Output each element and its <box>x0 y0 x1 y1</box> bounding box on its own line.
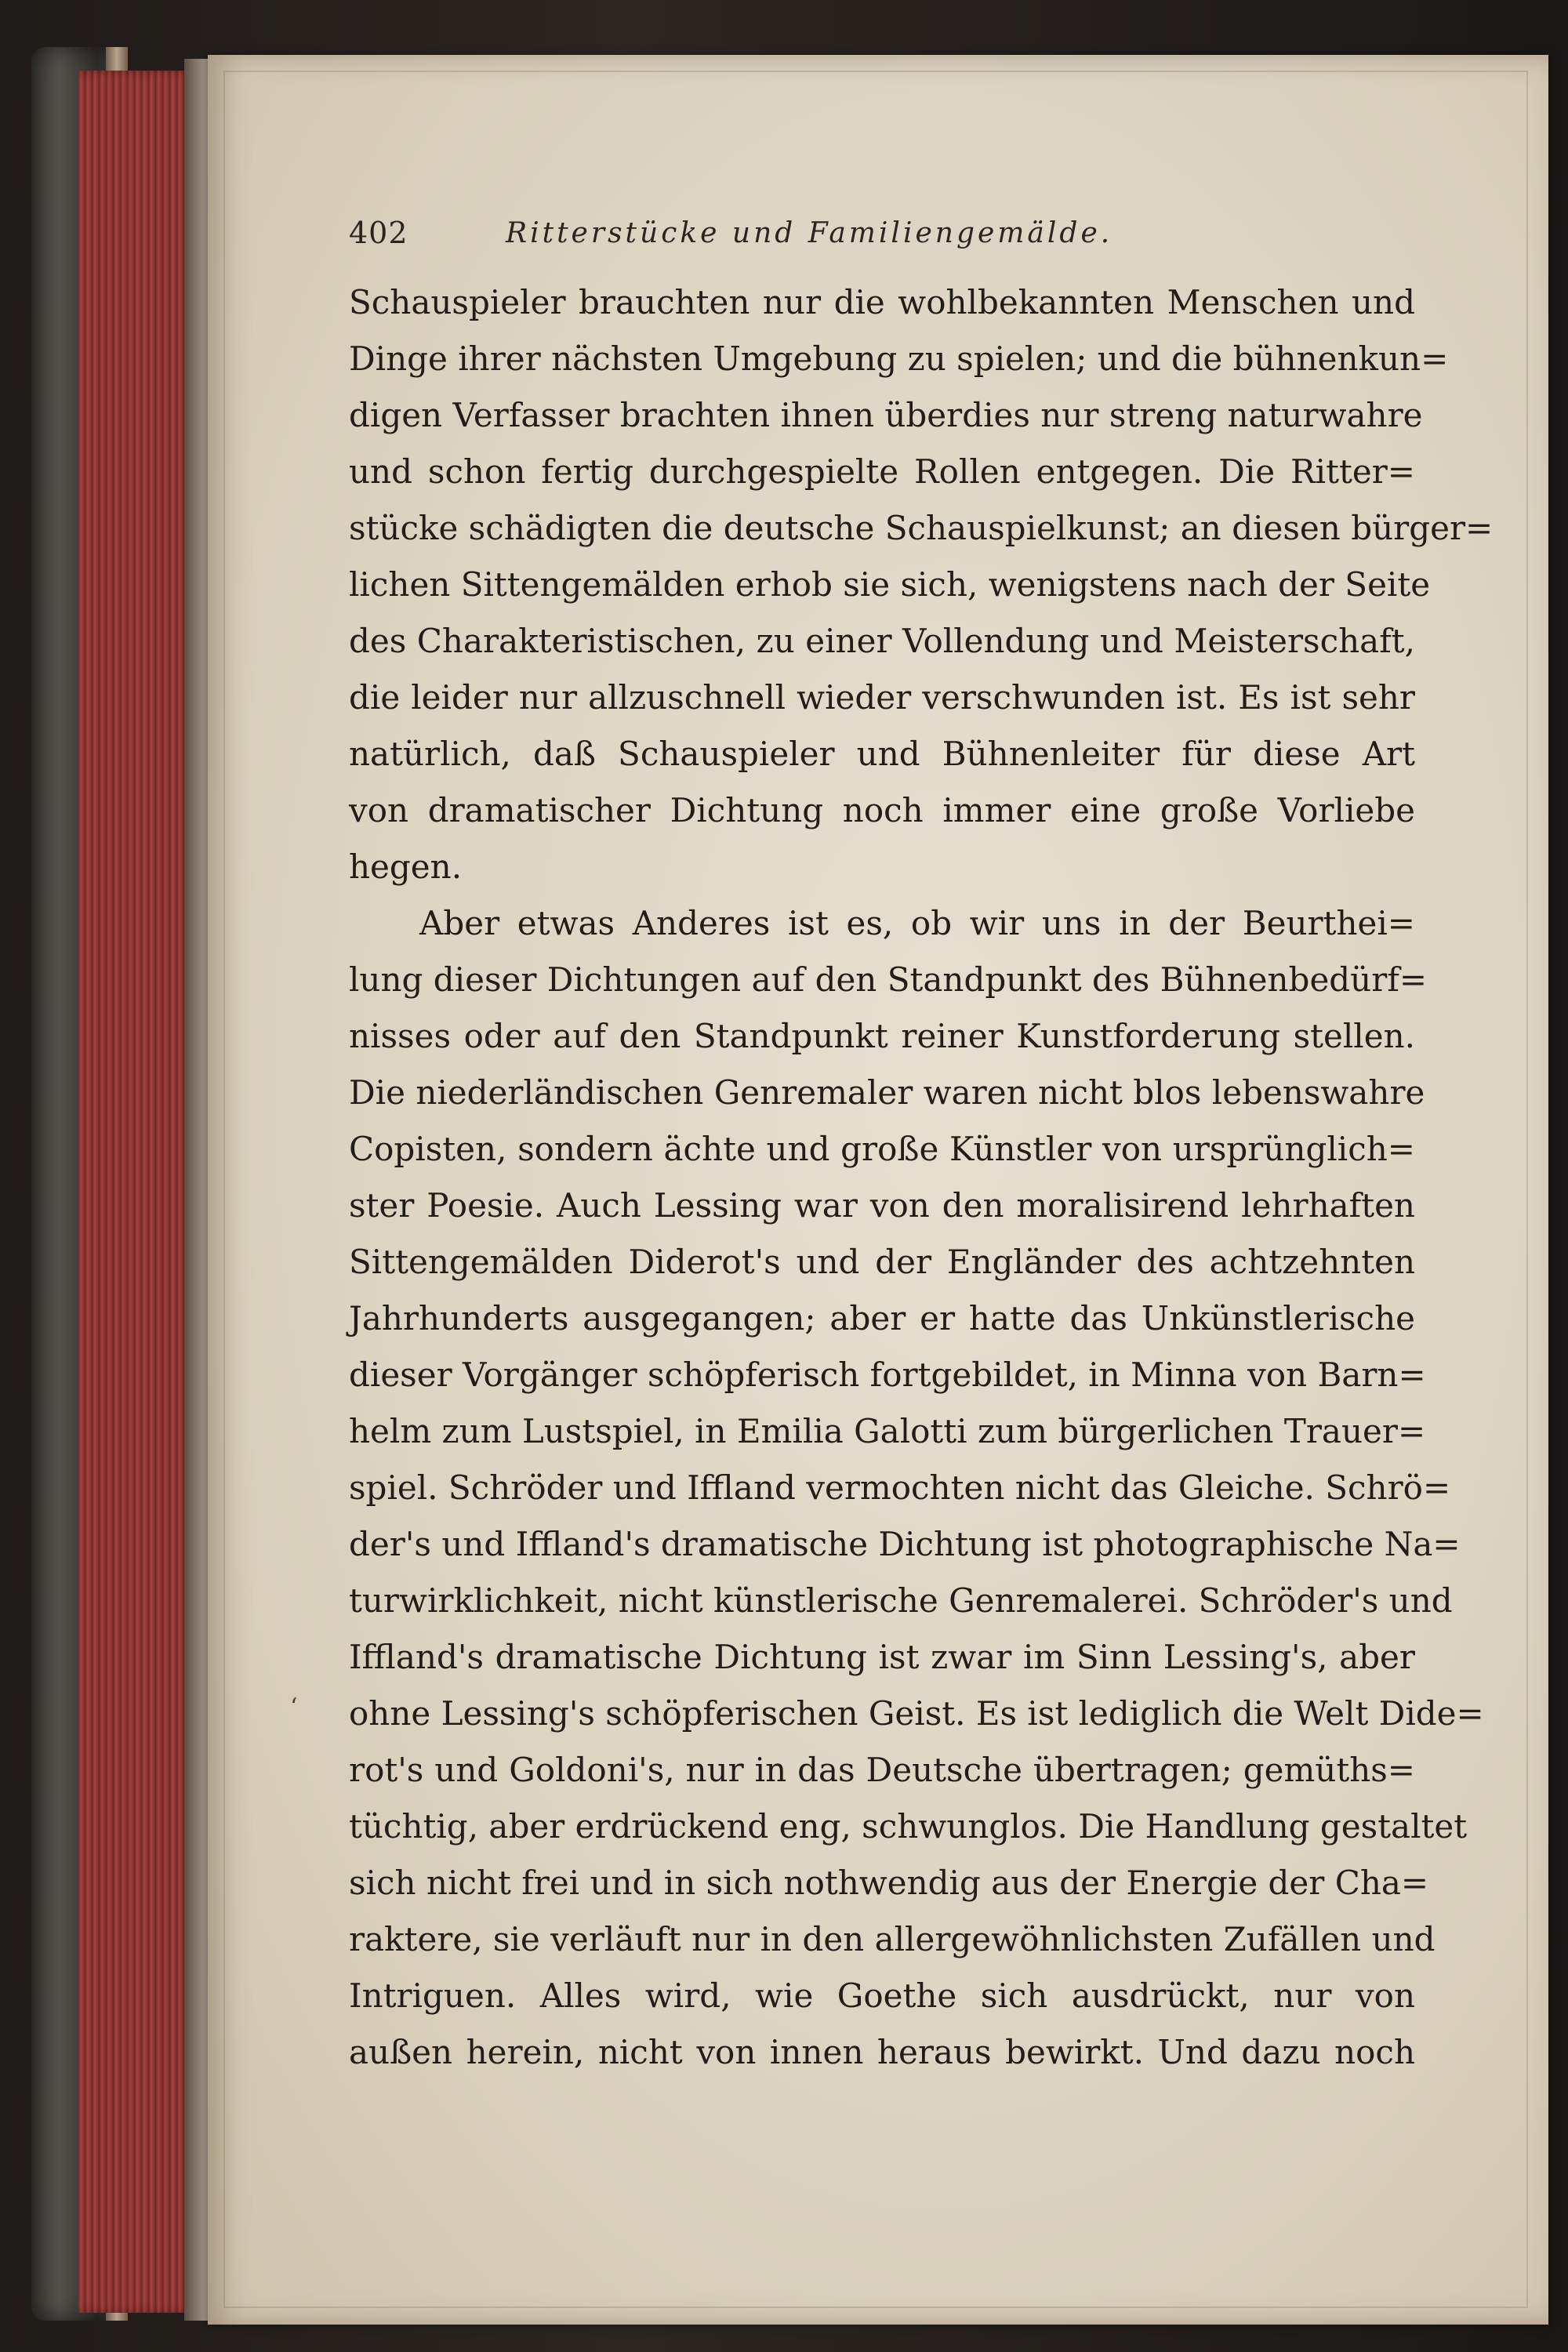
text-line: tüchtig, aber erdrückend eng, schwunglos. Die Handlung gestaltet <box>349 1807 1468 1846</box>
text-line: Sittengemälden Diderot's und der Engländer des achtzehnten <box>349 1243 1415 1281</box>
text-line: digen Verfasser brachten ihnen überdies nur streng naturwahre <box>349 396 1423 434</box>
text-line: ster Poesie. Auch Lessing war von den moralisirend lehrhaften <box>349 1186 1415 1225</box>
text-line: außen herein, nicht von innen heraus bewirkt. Und dazu noch <box>349 2033 1415 2071</box>
text-line: sich nicht frei und in sich nothwendig aus der Energie der Cha= <box>349 1864 1429 1902</box>
text-line: nisses oder auf den Standpunkt reiner Kunstforderung stellen. <box>349 1017 1415 1055</box>
text-line: helm zum Lustspiel, in Emilia Galotti zum bürgerlichen Trauer= <box>349 1412 1426 1450</box>
running-head <box>349 216 1415 255</box>
text-line: turwirklichkeit, nicht künstlerische Genremalerei. Schröder's und <box>349 1581 1453 1620</box>
text-line: stücke schädigten die deutsche Schauspielkunst; an diesen bürger= <box>349 509 1494 547</box>
body-text <box>349 274 1494 2081</box>
text-line: Iffland's dramatische Dichtung ist zwar im Sinn Lessing's, aber <box>349 1638 1415 1676</box>
text-line: ohne Lessing's schöpferischen Geist. Es ist lediglich die Welt Dide= <box>349 1694 1484 1733</box>
text-line: rot's und Goldoni's, nur in das Deutsche übertragen; gemüths= <box>349 1751 1415 1789</box>
text-line: lichen Sittengemälden erhob sie sich, wenigstens nach der Seite <box>349 565 1431 604</box>
text-line: Intriguen. Alles wird, wie Goethe sich ausdrückt, nur von <box>349 1976 1415 2015</box>
text-line: von dramatischer Dichtung noch immer eine große Vorliebe <box>349 791 1415 829</box>
page-number: 402 <box>349 216 408 250</box>
text-line: Dinge ihrer nächsten Umgebung zu spielen; und die bühnenkun= <box>349 339 1449 378</box>
text-line: und schon fertig durchgespielte Rollen entgegen. Die Ritter= <box>349 452 1415 491</box>
text-line: lung dieser Dichtungen auf den Standpunkt des Bühnenbedürf= <box>349 960 1428 999</box>
text-line: des Charakteristischen, zu einer Vollendung und Meisterschaft, <box>349 622 1415 660</box>
running-title: Ritterstücke und Familiengemälde. <box>506 217 1113 249</box>
text-line: hegen. <box>349 848 463 886</box>
text-line: dieser Vorgänger schöpferisch fortgebildet, in Minna von Barn= <box>349 1356 1426 1394</box>
text-line: Aber etwas Anderes ist es, ob wir uns in der Beurthei= <box>419 904 1415 942</box>
text-line: Schauspieler brauchten nur die wohlbekannten Menschen und <box>349 283 1415 321</box>
text-line: raktere, sie verläuft nur in den allergewöhnlichsten Zufällen und <box>349 1920 1436 1958</box>
text-line: natürlich, daß Schauspieler und Bühnenleiter für diese Art <box>349 735 1415 773</box>
text-line: spiel. Schröder und Iffland vermochten nicht das Gleiche. Schrö= <box>349 1468 1451 1507</box>
text-line: Die niederländischen Genremaler waren nicht blos lebenswahre <box>349 1073 1425 1112</box>
text-line: der's und Iffland's dramatische Dichtung ist photographische Na= <box>349 1525 1461 1563</box>
book-page <box>208 55 1548 2325</box>
page-edges <box>78 71 196 2313</box>
text-line: Jahrhunderts ausgegangen; aber er hatte das Unkünstlerische <box>349 1299 1415 1338</box>
text-line: die leider nur allzuschnell wieder verschwunden ist. Es ist sehr <box>349 678 1415 717</box>
margin-mark: ‘ <box>290 1693 298 1721</box>
text-line: Copisten, sondern ächte und große Künstler von ursprünglich= <box>349 1130 1415 1168</box>
